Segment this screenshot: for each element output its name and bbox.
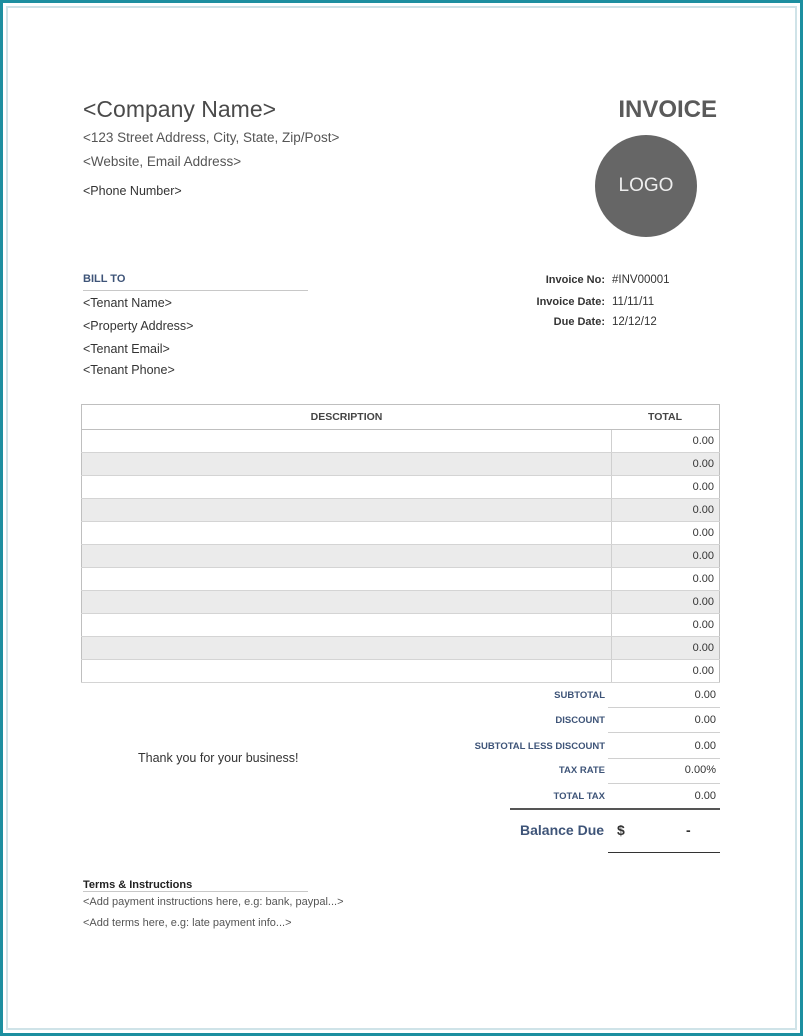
row-description-cell[interactable] xyxy=(82,522,612,545)
table-row xyxy=(82,430,720,453)
table-row xyxy=(82,476,720,499)
table-row xyxy=(82,614,720,637)
table-row xyxy=(82,499,720,522)
summary-divider xyxy=(608,732,720,733)
table-row xyxy=(82,522,720,545)
invoice-no-label: Invoice No: xyxy=(545,274,605,286)
invoice-no-value: #INV00001 xyxy=(612,274,670,286)
balance-top-divider xyxy=(510,808,720,810)
row-total-cell[interactable]: 0.00 xyxy=(611,591,720,614)
row-total-cell[interactable]: 0.00 xyxy=(611,499,720,522)
discount-value[interactable]: 0.00 xyxy=(694,714,716,726)
row-total-cell[interactable]: 0.00 xyxy=(611,522,720,545)
subtotal-less-discount-value[interactable]: 0.00 xyxy=(694,740,716,752)
table-row xyxy=(82,453,720,476)
due-date-value: 12/12/12 xyxy=(612,316,657,328)
terms-divider xyxy=(83,891,308,892)
summary-divider xyxy=(608,783,720,784)
thank-you-message: Thank you for your business! xyxy=(138,751,299,765)
line-items-table xyxy=(81,404,720,683)
row-description-cell[interactable] xyxy=(82,568,612,591)
table-header-row xyxy=(82,405,720,430)
total-tax-label: TOTAL TAX xyxy=(553,791,605,802)
row-total-cell[interactable]: 0.00 xyxy=(611,568,720,591)
subtotal-value[interactable]: 0.00 xyxy=(694,689,716,701)
row-description-cell[interactable] xyxy=(82,637,612,660)
row-description-cell[interactable] xyxy=(82,476,612,499)
discount-label: DISCOUNT xyxy=(555,715,605,726)
balance-bottom-divider xyxy=(608,852,720,853)
description-header: DESCRIPTION xyxy=(82,405,612,430)
table-row xyxy=(82,660,720,683)
row-total-cell[interactable]: 0.00 xyxy=(611,545,720,568)
tenant-email: <Tenant Email> xyxy=(83,342,170,356)
total-tax-value[interactable]: 0.00 xyxy=(694,790,716,802)
balance-due-label: Balance Due xyxy=(520,822,605,838)
property-address: <Property Address> xyxy=(83,319,194,333)
tenant-phone: <Tenant Phone> xyxy=(83,363,175,377)
total-header: TOTAL xyxy=(611,405,720,430)
row-description-cell[interactable] xyxy=(82,430,612,453)
terms-text: <Add terms here, e.g: late payment info...> xyxy=(83,917,292,929)
bill-to-divider xyxy=(83,290,308,291)
row-description-cell[interactable] xyxy=(82,614,612,637)
due-date-label: Due Date: xyxy=(553,316,605,328)
company-name: <Company Name> xyxy=(83,96,277,122)
terms-heading: Terms & Instructions xyxy=(83,879,193,891)
summary-divider xyxy=(608,707,720,708)
row-description-cell[interactable] xyxy=(82,545,612,568)
invoice-date-label: Invoice Date: xyxy=(536,296,605,308)
payment-instructions: <Add payment instructions here, e.g: bank, paypal...> xyxy=(83,896,344,908)
invoice-date-value: 11/11/11 xyxy=(612,296,655,308)
row-total-cell[interactable]: 0.00 xyxy=(611,476,720,499)
summary-divider xyxy=(608,758,720,759)
tax-rate-value[interactable]: 0.00% xyxy=(684,764,716,776)
table-row xyxy=(82,637,720,660)
row-total-cell[interactable]: 0.00 xyxy=(611,660,720,683)
row-description-cell[interactable] xyxy=(82,499,612,522)
table-row xyxy=(82,568,720,591)
company-address: <123 Street Address, City, State, Zip/Post> xyxy=(83,130,340,145)
row-total-cell[interactable]: 0.00 xyxy=(611,637,720,660)
balance-due-value: - xyxy=(686,822,691,838)
bill-to-heading: BILL TO xyxy=(83,273,126,285)
logo-text: LOGO xyxy=(618,175,674,196)
row-description-cell[interactable] xyxy=(82,591,612,614)
subtotal-less-discount-label: SUBTOTAL LESS DISCOUNT xyxy=(474,741,605,752)
row-description-cell[interactable] xyxy=(82,660,612,683)
table-row xyxy=(82,545,720,568)
row-total-cell[interactable]: 0.00 xyxy=(611,453,720,476)
table-row xyxy=(82,591,720,614)
row-total-cell[interactable]: 0.00 xyxy=(611,614,720,637)
tenant-name: <Tenant Name> xyxy=(83,296,172,310)
company-web-email: <Website, Email Address> xyxy=(83,154,242,169)
company-phone: <Phone Number> xyxy=(83,184,182,198)
row-description-cell[interactable] xyxy=(82,453,612,476)
row-total-cell[interactable]: 0.00 xyxy=(611,430,720,453)
tax-rate-label: TAX RATE xyxy=(558,765,605,776)
balance-currency: $ xyxy=(617,822,625,838)
subtotal-label: SUBTOTAL xyxy=(554,690,605,701)
invoice-title: INVOICE xyxy=(618,96,717,123)
logo-placeholder xyxy=(595,135,697,237)
